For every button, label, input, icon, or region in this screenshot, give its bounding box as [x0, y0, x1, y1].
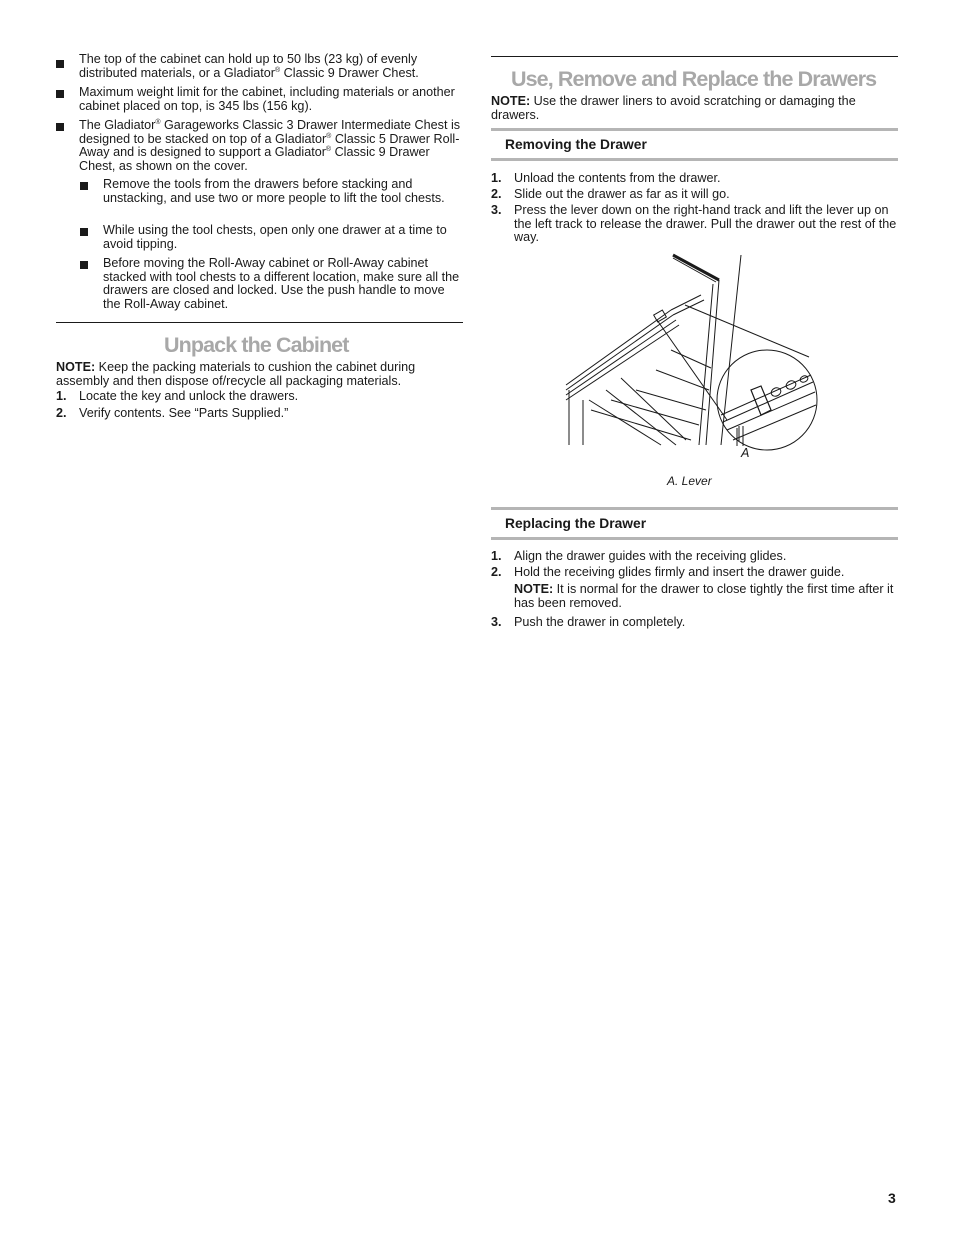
subsection-bar: [491, 507, 898, 510]
sub-bullet-text: Remove the tools from the drawers before stacking and unstacking, and use two or more people to lift the tool chests.: [103, 177, 445, 205]
bullet-square-icon: [56, 90, 64, 98]
page-number: 3: [888, 1190, 896, 1206]
step-number: 2.: [491, 565, 502, 579]
bullet-square-icon: [80, 261, 88, 269]
drawer-lever-illustration: [561, 250, 831, 465]
step-text: Verify contents. See “Parts Supplied.”: [79, 406, 289, 420]
step-text: Push the drawer in completely.: [514, 615, 686, 629]
bullet-square-icon: [56, 123, 64, 131]
bullet-text: Maximum weight limit for the cabinet, including materials or another cabinet placed on top, is 345 lbs (156 kg).: [79, 85, 455, 113]
section-divider: [56, 322, 463, 323]
drawers-note: [491, 95, 898, 122]
subsection-bar: [491, 537, 898, 540]
step-text: Locate the key and unlock the drawers.: [79, 389, 299, 403]
figure-label-a: A: [741, 446, 750, 460]
unpack-note: [56, 361, 463, 388]
sub-bullet-text: Before moving the Roll-Away cabinet or Roll-Away cabinet stacked with tool chests to a different location, make sure all the drawers are closed and locked. Use the push handle to move the Roll-Away cabinet.: [103, 256, 460, 311]
bullet-square-icon: [80, 182, 88, 190]
replacing-note: [514, 583, 898, 610]
step-text: Slide out the drawer as far as it will go.: [514, 187, 730, 201]
step-text: Press the lever down on the right-hand track and lift the lever up on the left track to release the drawer. Pull the drawer out the rest of the way.: [514, 203, 897, 244]
note-text: Use the drawer liners to avoid scratching or damaging the drawers.: [491, 94, 856, 122]
step-number: 2.: [491, 187, 502, 201]
step-number: 1.: [491, 171, 502, 185]
step-number: 3.: [491, 203, 502, 217]
step-number: 2.: [56, 406, 67, 420]
note-label: NOTE:: [491, 94, 531, 108]
note-label: NOTE:: [514, 582, 554, 596]
step-text: Align the drawer guides with the receiving glides.: [514, 549, 787, 563]
note-text: It is normal for the drawer to close tightly the first time after it has been removed.: [514, 582, 894, 610]
section-divider: [491, 56, 898, 57]
section-heading-drawers: Use, Remove and Replace the Drawers: [511, 67, 877, 91]
note-text: Keep the packing materials to cushion the cabinet during assembly and then dispose of/recycle all packaging materials.: [56, 360, 416, 388]
step-number: 1.: [56, 389, 67, 403]
bullet-text: The Gladiator® Garageworks Classic 3 Drawer Intermediate Chest is designed to be stacked on top of a Gladiator® Classic 5 Drawer Roll-Away and is designed to support a Gladiator® Classic 9 Drawer Chest, as shown on the cover.: [79, 118, 461, 173]
subheading-removing: Removing the Drawer: [505, 137, 647, 152]
bullet-square-icon: [80, 228, 88, 236]
subsection-bar: [491, 158, 898, 161]
sub-bullet-text: While using the tool chests, open only one drawer at a time to avoid tipping.: [103, 223, 447, 251]
step-text: Hold the receiving glides firmly and insert the drawer guide.: [514, 565, 845, 579]
figure-caption: A. Lever: [667, 474, 712, 488]
step-text: Unload the contents from the drawer.: [514, 171, 721, 185]
bullet-square-icon: [56, 60, 64, 68]
subheading-replacing: Replacing the Drawer: [505, 516, 647, 531]
step-number: 1.: [491, 549, 502, 563]
bullet-text: The top of the cabinet can hold up to 50 lbs (23 kg) of evenly distributed materials, or a Gladiator® Classic 9 Drawer Chest.: [79, 52, 419, 80]
note-label: NOTE:: [56, 360, 96, 374]
step-number: 3.: [491, 615, 502, 629]
section-heading-unpack: Unpack the Cabinet: [164, 333, 349, 357]
subsection-bar: [491, 128, 898, 131]
